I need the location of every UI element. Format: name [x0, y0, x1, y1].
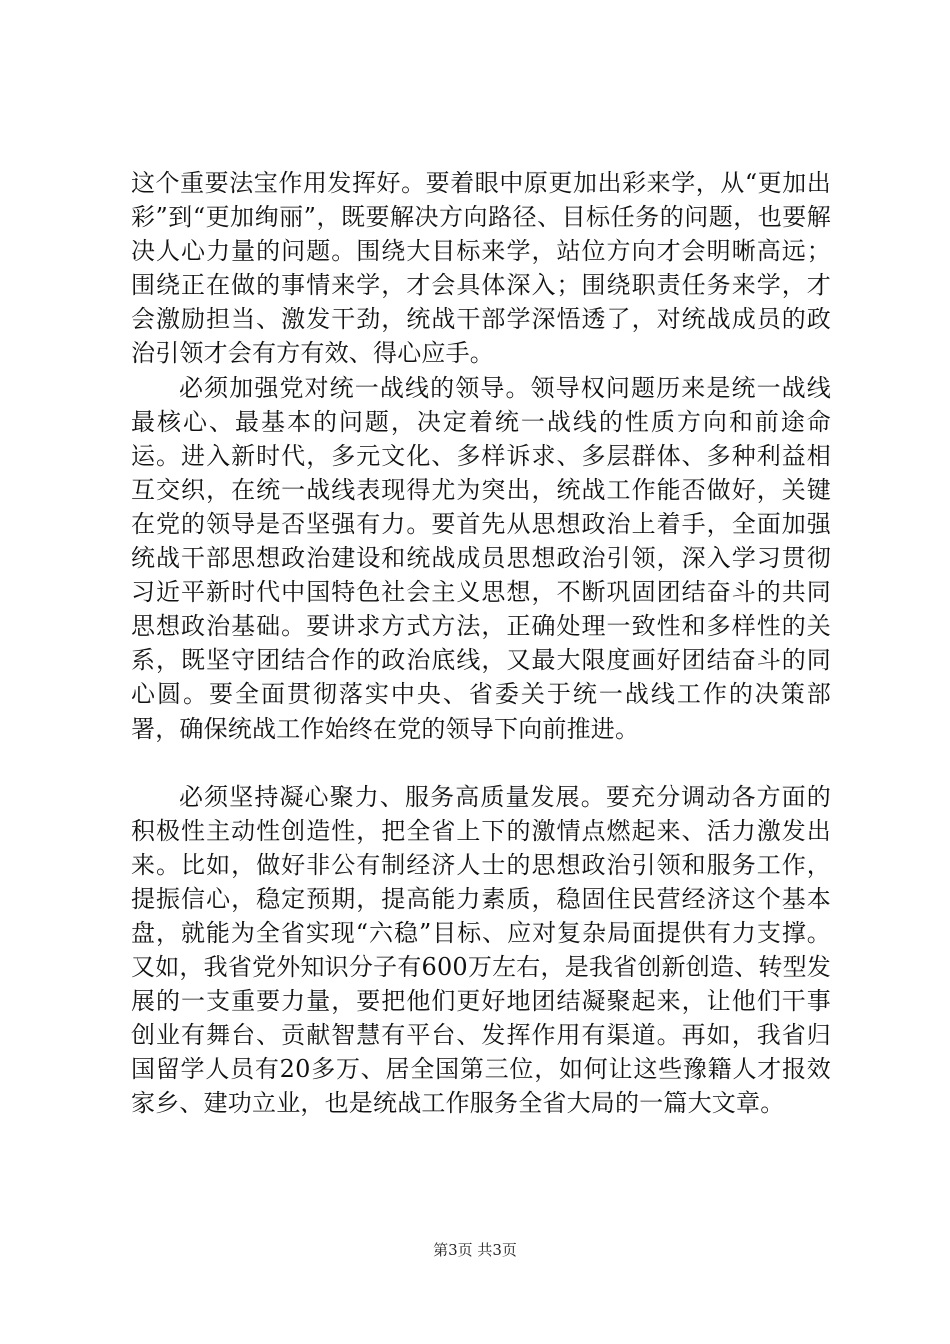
paragraph-continued: 这个重要法宝作用发挥好。要着眼中原更加出彩来学，从“更加出彩”到“更加绚丽”，既要解决方向路径、目标任务的问题，也要解决人心力量的问题。围绕大目标来学，站位方向才会明晰高远；围绕正在做的事情来学，才会具体深入；围绕职责任务来学，才会激励担当、激发干劲，统战干部学深悟透了，对统战成员的政治引领才会有方有效、得心应手。 [131, 169, 831, 368]
document-body [131, 166, 831, 1121]
paragraph-cohesion-development: 必须坚持凝心聚力、服务高质量发展。要充分调动各方面的积极性主动性创造性，把全省上下的激情点燃起来、活力激发出来。比如，做好非公有制经济人士的思想政治引领和服务工作，提振信心，稳定预期，提高能力素质，稳固住民营经济这个基本盘，就能为全省实现“六稳”目标、应对复杂局面提供有力支撑。又如，我省党外知识分子有600万左右，是我省创新创造、转型发展的一支重要力量，要把他们更好地团结凝聚起来，让他们干事创业有舞台、贡献智慧有平台、发挥作用有渠道。再如，我省归国留学人员有20多万、居全国第三位，如何让这些豫籍人才报效家乡、建功立业，也是统战工作服务全省大局的一篇大文章。 [131, 782, 831, 1118]
page-footer: 第3页 共3页 [433, 1241, 517, 1259]
paragraph-party-leadership: 必须加强党对统一战线的领导。领导权问题历来是统一战线最核心、最基本的问题，决定着统一战线的性质方向和前途命运。进入新时代，多元文化、多样诉求、多层群体、多种利益相互交织，在统一战线表现得尤为突出，统战工作能否做好，关键在党的领导是否坚强有力。要首先从思想政治上着手，全面加强统战干部思想政治建设和统战成员思想政治引领，深入学习贯彻习近平新时代中国特色社会主义思想，不断巩固团结奋斗的共同思想政治基础。要讲求方式方法，正确处理一致性和多样性的关系，既坚守团结合作的政治底线，又最大限度画好团结奋斗的同心圆。要全面贯彻落实中央、省委关于统一战线工作的决策部署，确保统战工作始终在党的领导下向前推进。 [131, 373, 831, 743]
